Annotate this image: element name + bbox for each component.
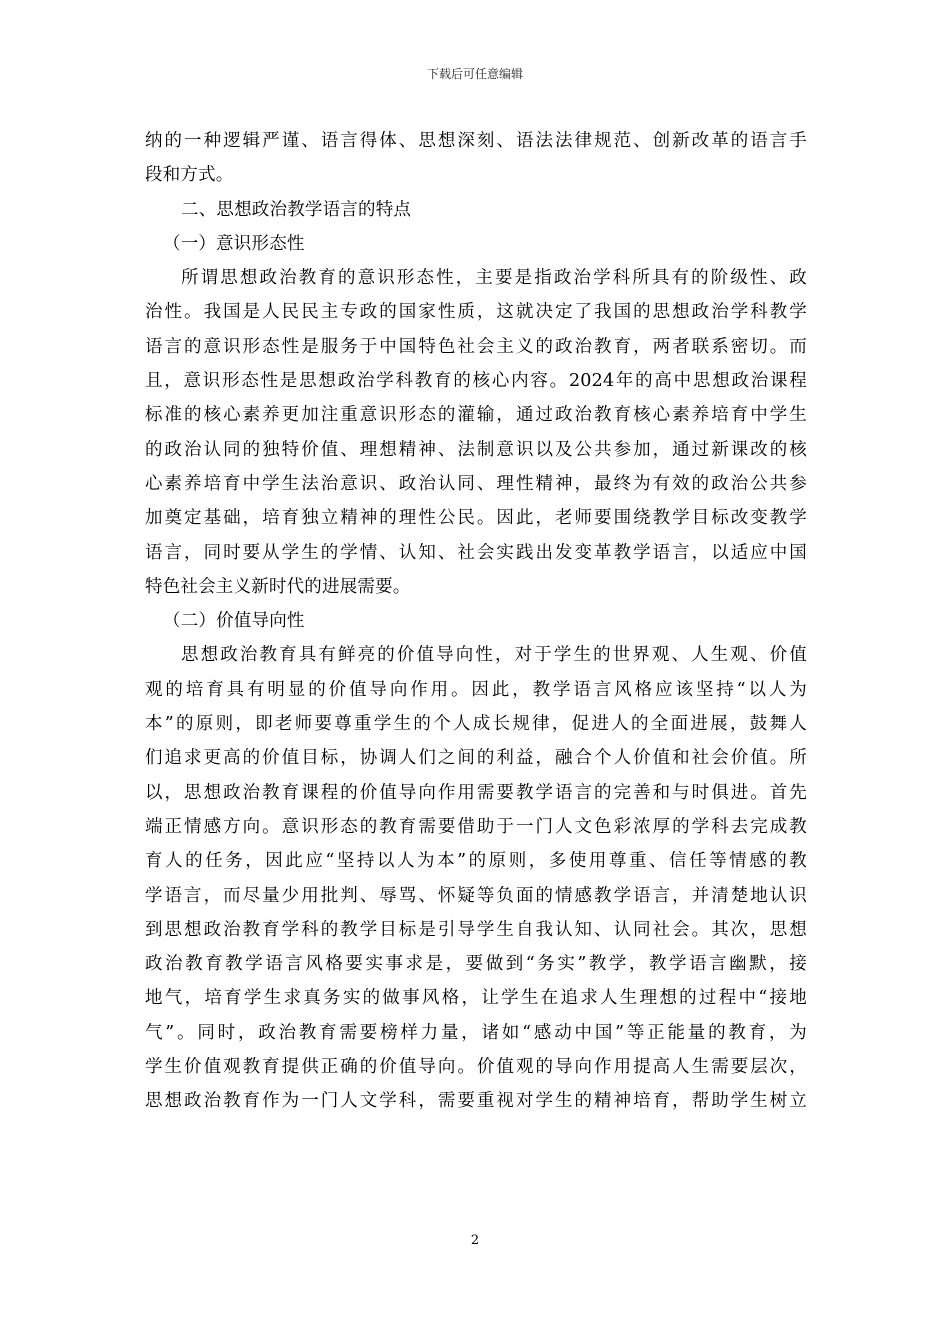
section-heading: 二、思想政治教学语言的特点 — [181, 199, 412, 220]
document-body — [145, 124, 807, 1119]
text-line: 治性。我国是人民民主专政的国家性质，这就决定了我国的思想政治学科教学 — [145, 302, 807, 323]
text-line: 加奠定基础，培育独立精神的理性公民。因此，老师要围绕教学目标改变教学 — [145, 508, 807, 529]
text-line: 们追求更高的价值目标，协调人们之间的利益，融合个人价值和社会价值。所 — [145, 748, 807, 769]
subsection-heading: （一）意识形态性 — [163, 233, 305, 254]
text-line: 语言的意识形态性是服务于中国特色社会主义的政治教育，两者联系密切。而 — [145, 336, 807, 357]
text-line: 所谓思想政治教育的意识形态性，主要是指政治学科所具有的阶级性、政 — [181, 268, 807, 289]
text-line: 标准的核心素养更加注重意识形态的灌输，通过政治教育核心素养培育中学生 — [145, 405, 807, 426]
text-line: 观的培育具有明显的价值导向作用。因此，教学语言风格应该坚持“以人为 — [145, 679, 807, 700]
text-line: 育人的任务，因此应“坚持以人为本”的原则，多使用尊重、信任等情感的教 — [145, 851, 807, 872]
text-line: 段和方式。 — [145, 165, 234, 186]
text-line: 特色社会主义新时代的进展需要。 — [145, 576, 411, 597]
text-line: 纳的一种逻辑严谨、语言得体、思想深刻、语法法律规范、创新改革的语言手 — [145, 131, 807, 151]
text-line: 学语言，而尽量少用批判、辱骂、怀疑等负面的情感教学语言，并清楚地认识 — [145, 885, 807, 906]
text-line: 心素养培育中学生法治意识、政治认同、理性精神，最终为有效的政治公共参 — [145, 473, 807, 494]
text-line: 思想政治教育具有鲜亮的价值导向性，对于学生的世界观、人生观、价值 — [181, 645, 807, 666]
text-line: 端正情感方向。意识形态的教育需要借助于一门人文色彩浓厚的学科去完成教 — [145, 816, 807, 837]
text-line: 本”的原则，即老师要尊重学生的个人成长规律，促进人的全面进展，鼓舞人 — [145, 714, 807, 735]
text-line: 且，意识形态性是思想政治学科教育的核心内容。2024年的高中思想政治课程 — [145, 371, 807, 392]
page-number: 2 — [470, 1233, 480, 1248]
text-line: 语言，同时要从学生的学情、认知、社会实践出发变革教学语言，以适应中国 — [145, 542, 807, 563]
text-line: 以，思想政治教育课程的价值导向作用需要教学语言的完善和与时俱进。首先 — [145, 782, 807, 803]
subsection-heading: （二）价值导向性 — [163, 611, 305, 632]
text-line: 学生价值观教育提供正确的价值导向。价值观的导向作用提高人生需要层次， — [145, 1057, 807, 1078]
text-line: 政治教育教学语言风格要实事求是，要做到“务实”教学，教学语言幽默，接 — [145, 954, 807, 975]
text-line: 到思想政治教育学科的教学目标是引导学生自我认知、认同社会。其次，思想 — [145, 919, 807, 940]
text-line: 思想政治教育作为一门人文学科，需要重视对学生的精神培育，帮助学生树立 — [145, 1091, 807, 1112]
text-line: 的政治认同的独特价值、理想精神、法制意识以及公共参加，通过新课改的核 — [145, 439, 807, 460]
text-line: 气”。同时，政治教育需要榜样力量，诸如“感动中国”等正能量的教育，为 — [145, 1022, 807, 1043]
text-line: 地气，培育学生求真务实的做事风格，让学生在追求人生理想的过程中“接地 — [145, 988, 807, 1009]
page-header: 下载后可任意编辑 — [426, 67, 523, 81]
